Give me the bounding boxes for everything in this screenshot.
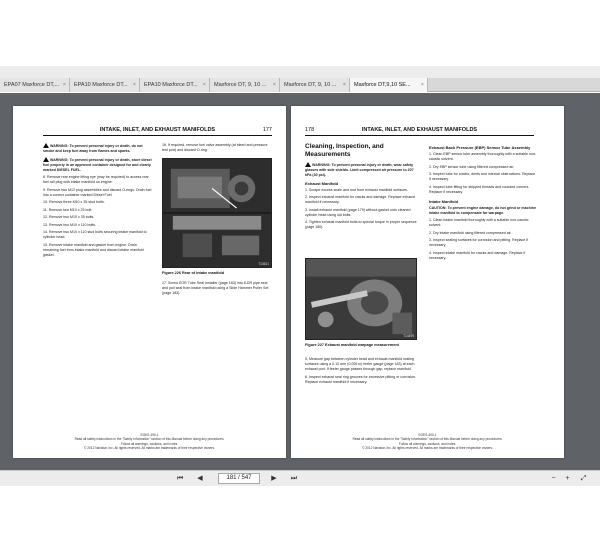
document-viewport[interactable] [0,93,600,470]
left-column-lower [305,357,417,387]
figure-227-photo [305,258,417,340]
procedure-step: 13. Remove two M10 x 110 bolts. [43,222,97,227]
tab-document-5[interactable] [280,78,350,92]
procedure-step: 1. Scrape excess scale and rust from exhaust manifold surfaces. [305,187,408,192]
page-number: 177 [262,127,272,133]
figure-caption: Figure 227 Exhaust manifold warpage measurement [305,343,399,347]
tab-label: EPA10 Maxforce DT... [74,82,128,88]
figure-226-photo [162,158,272,268]
procedure-step: 3. Inspect tube for cracks, dents and internal obstructions. Replace if necessary. [429,172,536,181]
procedure-step: 3. Install exhaust manifold (page 179) without gasket onto cleaned cylinder head using old bolts. [305,207,411,217]
page-footer: EGES-490-1 Read all safety instructions in the "Safety Information" section of this Manual before doing any procedures. Follow all warnings, cautions, and notes. © 2012 Navistar, Inc. All rights reserved. All marks are trademarks of their respective owners. [352,433,503,450]
subsection-title: Exhaust Back Pressure (EBP) Sensor Tube Assembly [429,145,531,150]
subsection-title: Exhaust Manifold [305,180,339,186]
warning-text: WARNING: To prevent personal injury or death, do not smoke and keep fuel away from flames and sparks. [43,144,143,153]
procedure-step: 4. Inspect tube fitting for stripped threads and rounded corners. Replace if necessary. [429,184,530,194]
procedure-step: 12. Remove two M10 x 35 bolts. [43,215,95,219]
next-page-icon[interactable]: ▶ [271,475,277,482]
procedure-step: 14. Remove two M10 x 110 stud bolts securing intake manifold to cylinder head. [43,230,147,239]
warning-icon [305,162,311,167]
page-178 [291,106,564,458]
page-header-title: INTAKE, INLET, AND EXHAUST MANIFOLDS [361,127,478,133]
page-header [43,126,272,136]
right-column [429,143,537,263]
procedure-step: 17. Screw EGR Tube Seal Installer (page 183) into 8-DR pipe seal and pull seal from intake manifold using a Slide Hammer Puller Set (page 183). [162,281,269,295]
left-column [43,143,153,260]
close-icon[interactable]: × [272,82,276,88]
caution-text: CAUTION: To prevent engine damage, do not grind or machine intake manifold to compensate for warpage. [429,205,536,215]
right-column-lower [162,281,272,299]
close-icon[interactable]: × [342,82,346,88]
warning-text: WARNING: To prevent personal injury or death, wear safety glasses with side shields. Limit compressed air pressure to 207 kPa (30 psi). [305,163,414,177]
figure-caption: Figure 226 Rear of intake manifold [162,271,225,275]
procedure-step: 2. Inspect exhaust manifold for cracks and damage. Replace exhaust manifold if necessary. [305,195,416,204]
fit-page-icon[interactable]: ⤢ [580,475,587,482]
procedure-step: 11. Remove two M10 x 25 bolt. [43,207,93,212]
page-header-title: INTAKE, INLET, AND EXHAUST MANIFOLDS [99,127,216,133]
close-icon[interactable]: × [202,82,206,88]
procedure-step: 2. Dry intake manifold using filtered compressed air. [429,230,512,235]
tab-bar [0,78,600,92]
zoom-out-icon[interactable]: − [551,475,556,482]
tab-document-6-active[interactable] [350,78,428,92]
tab-label: Maxforce DT,9,10 SE... [354,82,411,88]
warning-icon [43,143,49,148]
procedure-step: 10. Remove three M10 x 35 stud bolts. [43,200,105,204]
section-title: Cleaning, Inspection, and Measurements [305,143,384,158]
right-column [162,143,272,156]
zoom-in-icon[interactable]: + [565,475,570,482]
procedure-step: 4. Inspect intake manifold for cracks and damage. Replace if necessary. [429,250,526,260]
tab-document-1[interactable] [0,78,70,92]
procedure-step: 2. Dry EBP sensor tube using filtered compressed air. [429,164,515,169]
procedure-step: 15. Remove intake manifold and gasket from engine. Drain remaining fuel from intake manifold and discard intake manifold gasket. [43,242,144,257]
tab-label: Maxforce DT, 9, 10 ... [214,82,267,88]
tab-label: EPA10 Maxforce DT... [144,82,198,88]
figure-id: T14499 [403,334,414,338]
tab-document-4[interactable] [210,78,280,92]
last-page-icon[interactable]: ⏭ [290,475,298,482]
tab-document-3[interactable] [140,78,210,92]
close-icon[interactable]: × [62,82,66,88]
procedure-step: 5. Measure gap between cylinder head and exhaust manifold mating surfaces using a 0.12 mm (0.005 in) feeler gauge (page 183) at each exhaust port. If feeler gauge passes through gap, replace manifold. [305,357,415,371]
procedure-step: 8. Remove rear engine lifting eye (may be required) to access rear fuel rail plug with intake manifold on engine. [43,175,149,184]
tab-document-2[interactable] [70,78,140,92]
procedure-step: 9. Remove two M12 plug assemblies and discard O-rings. Drain fuel into a correct container marked Diesel Fuel. [43,187,152,197]
warning-icon [43,157,49,162]
procedure-step: 6. Inspect exhaust seal ring grooves for excessive pitting or corrosion. Replace exhaust manifold if necessary. [305,374,417,384]
tab-label: EPA07 Maxforce DT,... [4,82,60,88]
page-number-input[interactable]: 181 / 547 [218,473,260,484]
left-column [305,143,417,233]
warning-text: WARNING: To prevent personal injury or death, store diesel fuel properly in an approved container designed for and clearly marked DIESEL FUEL. [43,157,152,172]
page-number: 178 [305,127,315,133]
procedure-step: 4. Tighten exhaust manifold bolts to special torque in proper sequence (page 180). [305,220,417,229]
procedure-step: 3. Inspect sealing surfaces for corrosion and pitting. Replace if necessary. [429,238,529,247]
previous-page-icon[interactable]: ◀ [197,475,203,482]
page-177 [13,106,286,458]
page-footer: EGES-490-1 Read all safety instructions in the "Safety Information" section of this Manual before doing any procedures. Follow all warnings, cautions, and notes. © 2012 Navistar, Inc. All rights reserved. All marks are trademarks of their respective owners. [74,433,225,450]
first-page-icon[interactable]: ⏮ [176,475,184,482]
title-area [0,66,600,78]
tab-label: Maxforce DT, 9, 10 ... [284,82,337,88]
page-header [305,126,534,136]
figure-id: T14521 [258,262,269,266]
procedure-step: 1. Clean EBP sensor tube assembly thoroughly with a suitable non-caustic solvent. [429,152,537,161]
navigation-toolbar [0,470,600,486]
subsection-title: Intake Manifold [429,198,459,204]
procedure-step: 16. If required, remove fuel valve assembly (at bleed and pressure test port) and discard O-ring. [162,143,268,152]
procedure-step: 1. Clean intake manifold thoroughly with a suitable non-caustic solvent. [429,218,529,227]
close-icon[interactable]: × [132,82,136,88]
close-icon[interactable]: × [420,82,424,88]
